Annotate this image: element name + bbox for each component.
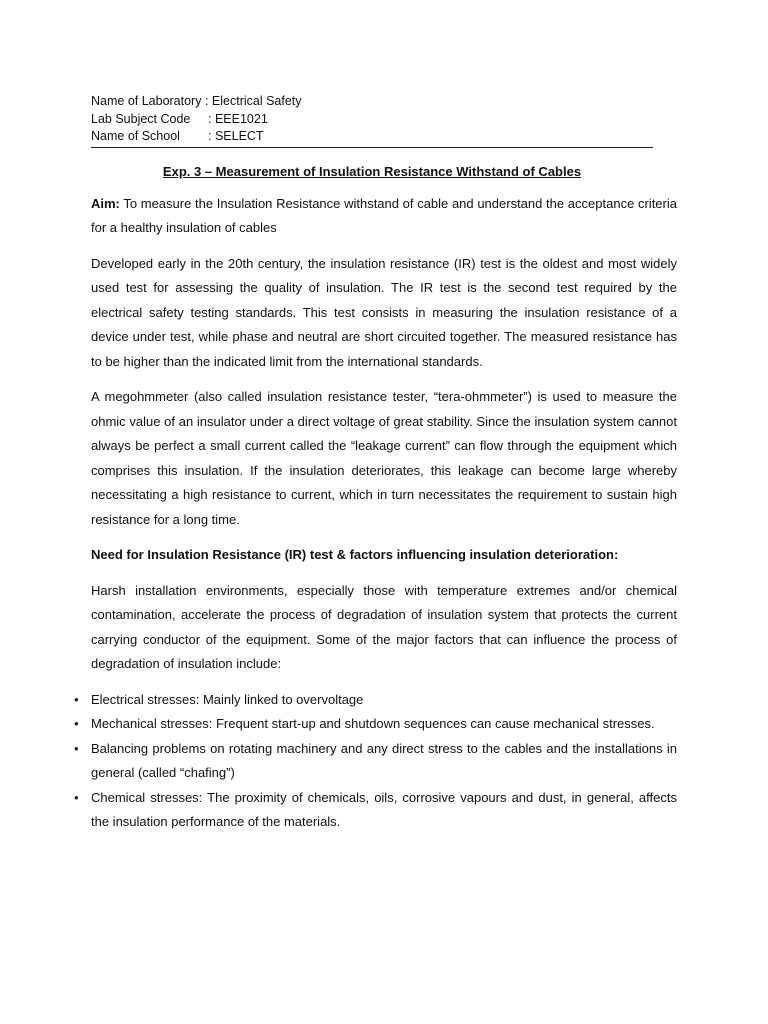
list-item <box>74 712 677 737</box>
factors-list <box>74 688 677 835</box>
bullet-icon: • <box>74 691 79 707</box>
list-item-text: Electrical stresses: Mainly linked to overvoltage <box>91 691 364 707</box>
subject-code-value: : EEE1021 <box>208 111 268 126</box>
school-value: : SELECT <box>208 129 264 143</box>
bullet-icon: • <box>74 740 79 756</box>
header-row-subject-code <box>91 111 653 129</box>
list-item-text: Chemical stresses: The proximity of chemicals, oils, corrosive vapours and dust, in general, affects the insulation performance of the materials. <box>91 789 677 829</box>
bullet-icon: • <box>74 716 79 731</box>
aim-label: Aim: <box>91 195 120 211</box>
environment-paragraph: Harsh installation environments, especially those with temperature extremes and/or chemical contamination, accelerate the process of degradation of insulation system that protects the current carrying conductor of the equipment. Some of the major factors that can influence the process of degradation of insulation include: <box>91 582 677 671</box>
document-page <box>74 93 677 835</box>
header-row-school <box>91 128 653 146</box>
bullet-icon: • <box>74 789 79 805</box>
document-header <box>91 93 653 148</box>
megohmmeter-paragraph: A megohmmeter (also called insulation resistance tester, “tera-ohmmeter”) is used to measure the ohmic value of an insulator under a direct voltage of great stability. Since the insulation system cannot always be perfect a small current called the “leakage current” can flow through the equipment which comprises this insulation. If the insulation deteriorates, this leakage can become large whereby necessitating a high resistance to current, which in turn necessitates the requirement to sustain high resistance for a long time. <box>91 389 677 527</box>
lab-name-value: Electrical Safety <box>211 94 302 108</box>
list-item <box>74 688 677 713</box>
list-item <box>74 786 677 835</box>
list-item-text: Mechanical stresses: Frequent start-up and shutdown sequences can cause mechanical stresses. <box>91 716 655 731</box>
aim-text: To measure the Insulation Resistance withstand of cable and understand the acceptance criteria for a healthy insulation of cables <box>91 195 677 235</box>
header-row-lab-name <box>91 93 653 111</box>
list-item-text: Balancing problems on rotating machinery and any direct stress to the cables and the installations in general (called “chafing”) <box>91 740 677 780</box>
list-item <box>74 737 677 786</box>
section-heading: Need for Insulation Resistance (IR) test & factors influencing insulation deterioration: <box>91 547 619 562</box>
aim-paragraph <box>91 192 677 241</box>
lab-name-label: Name of Laboratory : <box>91 94 212 108</box>
subject-code-label: Lab Subject Code <box>91 111 191 126</box>
school-label: Name of School <box>91 129 180 143</box>
intro-paragraph: Developed early in the 20th century, the insulation resistance (IR) test is the oldest and most widely used test for assessing the quality of insulation. The IR test is the second test required by the electrical safety testing standards. This test consists in measuring the insulation resistance of a device under test, while phase and neutral are short circuited together. The measured resistance has to be higher than the indicated limit from the international standards. <box>91 255 677 369</box>
experiment-title: Exp. 3 – Measurement of Insulation Resistance Withstand of Cables <box>162 163 582 179</box>
